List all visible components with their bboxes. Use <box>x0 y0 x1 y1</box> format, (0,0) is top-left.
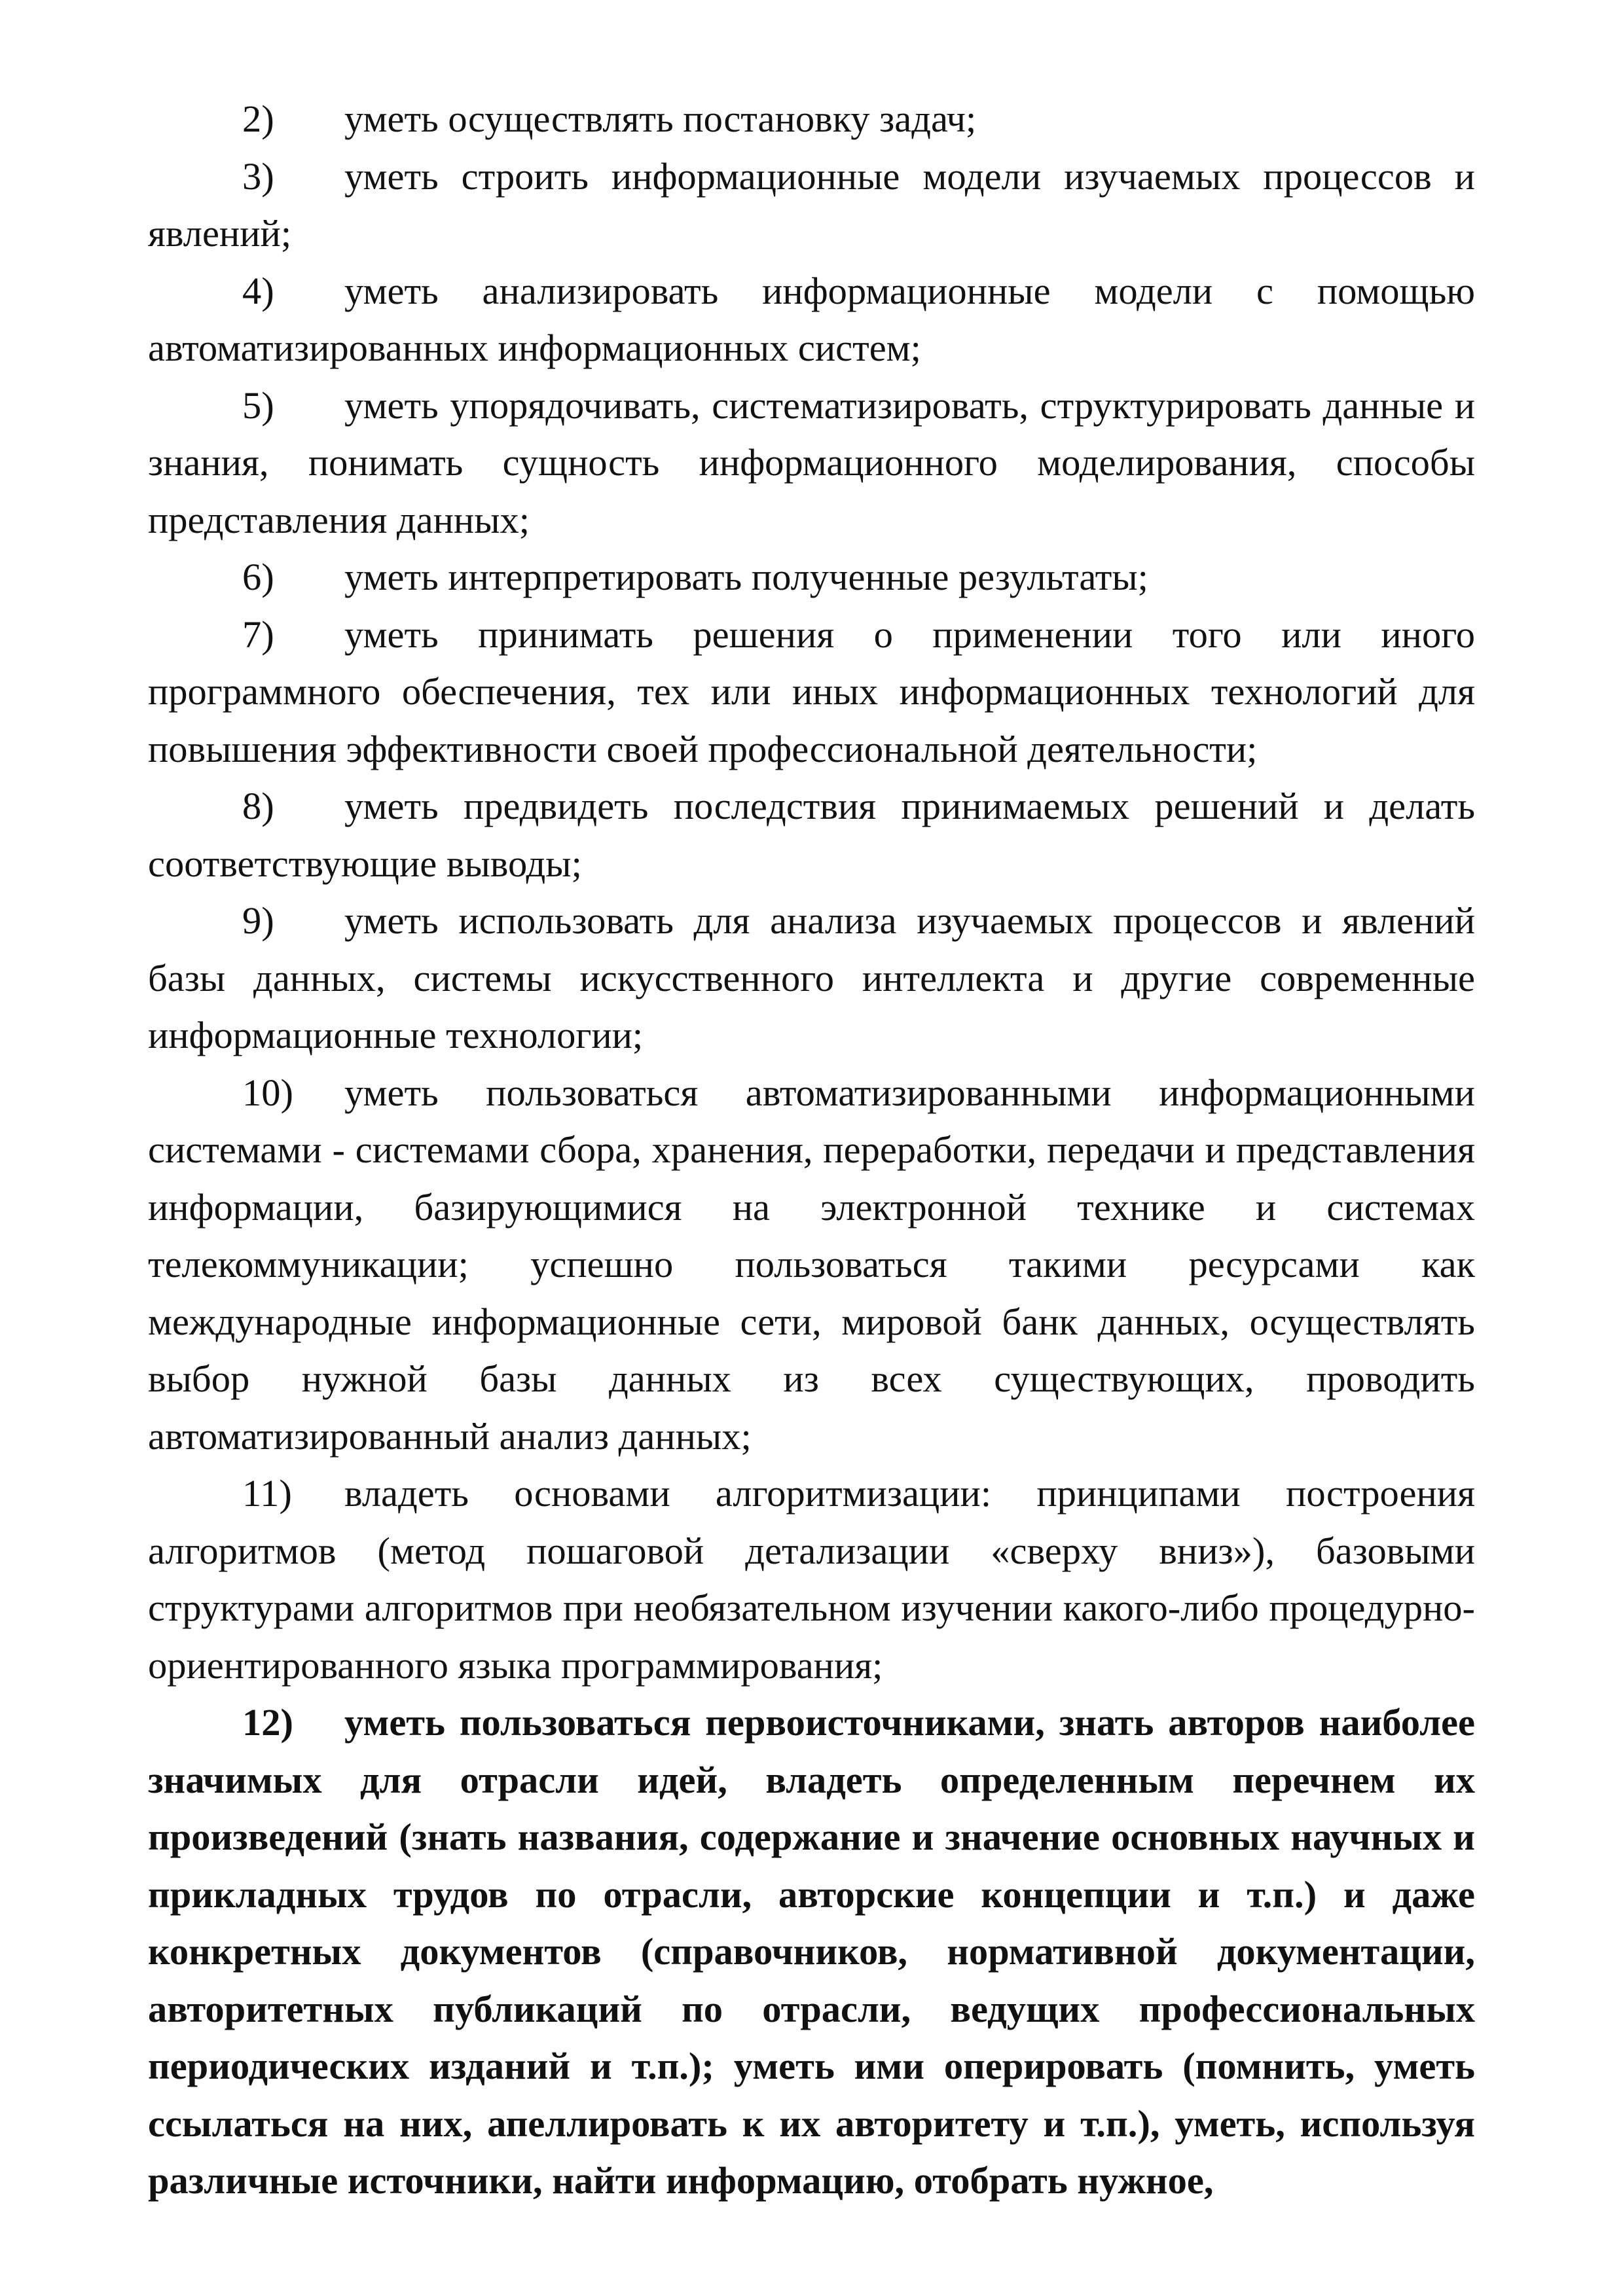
item-number: 4) <box>242 269 274 312</box>
item-number: 11) <box>242 1472 292 1515</box>
item-text: уметь пользоваться первоисточниками, знать авторов наиболее значимых для отрасли идей, владеть определенным перечнем их произведений (знать названия, содержание и значение основных научных и прикладных трудов по отрасли, авторские концепции и т.п.) и даже конкретных документов (справочников, нормативной документации, авторитетных публикаций по отрасли, ведущих профессиональных периодических изданий и т.п.); уметь ими оперировать (помнить, уметь ссылаться на них, апеллировать к их авторитету и т.п.), уметь, используя различные источники, найти информацию, отобрать нужное, <box>148 1701 1475 2202</box>
list-item-7 <box>148 606 1475 778</box>
item-text: уметь анализировать информационные модели с помощью автоматизированных информационных систем; <box>148 269 1475 369</box>
item-number: 12) <box>242 1701 293 1744</box>
list-item-12 <box>148 1694 1475 2210</box>
item-number: 9) <box>242 899 274 942</box>
list-item-4 <box>148 262 1475 377</box>
list-item-3 <box>148 148 1475 262</box>
item-number: 3) <box>242 154 274 198</box>
item-text: уметь строить информационные модели изучаемых процессов и явлений; <box>148 154 1475 255</box>
item-text: уметь использовать для анализа изучаемых процессов и явлений базы данных, системы искусственного интеллекта и другие современные информационные технологии; <box>148 899 1475 1056</box>
item-text: уметь пользоваться автоматизированными информационными системами - системами сбора, хранения, переработки, передачи и представления информации, базирующимися на электронной технике и системах телекоммуникации; успешно пользоваться такими ресурсами как международные информационные сети, мировой банк данных, осуществлять выбор нужной базы данных из всех существующих, проводить автоматизированный анализ данных; <box>148 1071 1475 1458</box>
list-item-2 <box>148 90 1475 148</box>
item-number: 7) <box>242 613 274 656</box>
item-text: уметь интерпретировать полученные результаты; <box>344 556 1148 598</box>
item-number: 8) <box>242 785 274 827</box>
item-number: 2) <box>242 98 274 140</box>
list-item-9 <box>148 892 1475 1064</box>
item-text: уметь упорядочивать, систематизировать, структурировать данные и знания, понимать сущность информационного моделирования, способы представления данных; <box>148 384 1475 541</box>
list-item-10 <box>148 1064 1475 1465</box>
list-item-8 <box>148 778 1475 892</box>
item-text: уметь предвидеть последствия принимаемых решений и делать соответствующие выводы; <box>148 785 1475 885</box>
item-number: 6) <box>242 556 274 598</box>
item-text: владеть основами алгоритмизации: принципами построения алгоритмов (метод пошаговой детализации «сверху вниз»), базовыми структурами алгоритмов при необязательном изучении какого-либо процедурно-ориентированного языка программирования; <box>148 1472 1475 1687</box>
item-number: 10) <box>242 1071 293 1114</box>
list-item-11 <box>148 1465 1475 1694</box>
list-item-5 <box>148 377 1475 549</box>
list-item-6 <box>148 548 1475 606</box>
item-number: 5) <box>242 384 274 427</box>
item-text: уметь осуществлять постановку задач; <box>344 98 977 140</box>
item-text: уметь принимать решения о применении того или иного программного обеспечения, тех или иных информационных технологий для повышения эффективности своей профессиональной деятельности; <box>148 613 1475 770</box>
document-page <box>148 90 1475 2210</box>
